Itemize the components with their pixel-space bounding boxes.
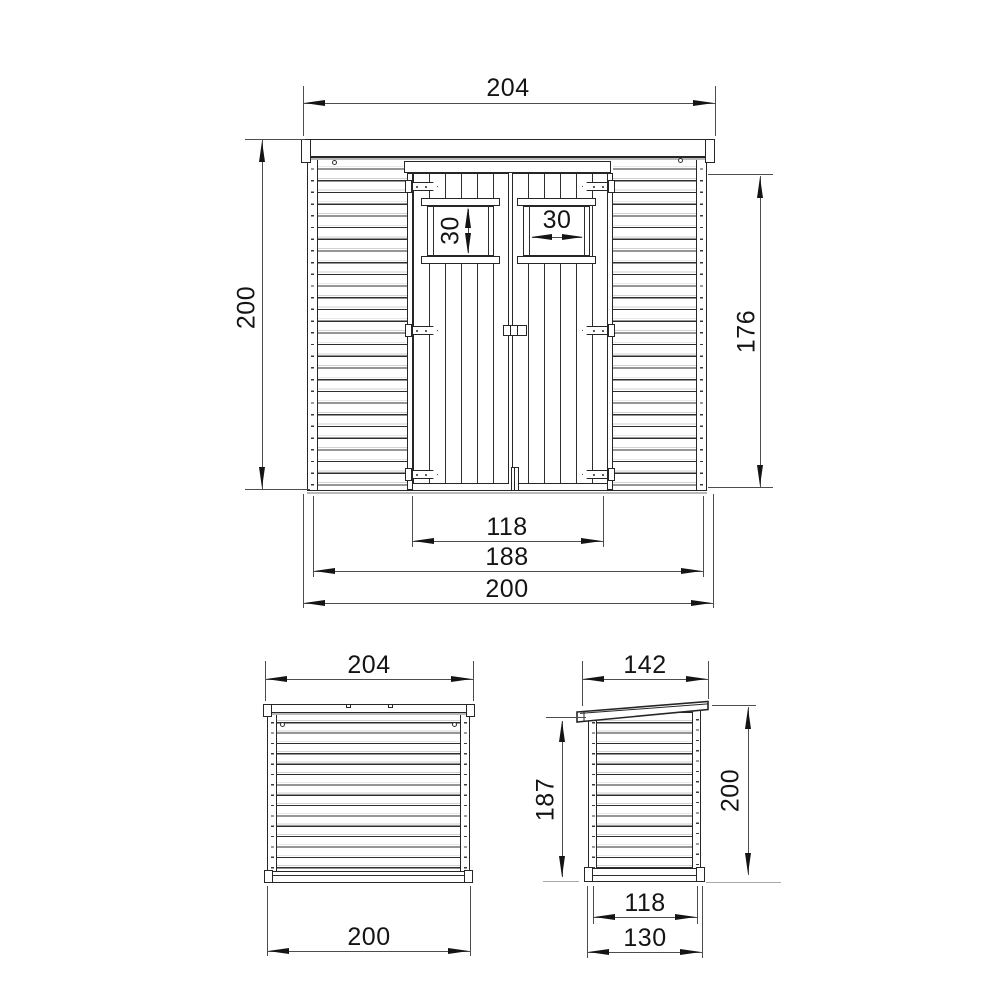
roof-end-cap-right [705,139,715,163]
front-siding-right [613,158,696,489]
hinge-icon [582,324,615,337]
corner-trim-ticks [592,713,595,868]
window-trim-top [517,198,596,206]
dim-label: 176 [732,309,761,354]
dim-label: 200 [232,285,261,330]
side-siding [597,713,692,868]
corner-trim-ticks [464,713,467,870]
dim-label: 200 [716,768,745,813]
base-end-cap [264,870,273,883]
rear-siding [277,713,460,871]
roof-end-cap-right [466,704,475,717]
base-end-cap [464,870,473,883]
dim-label: 30 [542,206,572,234]
corner-trim-ticks [696,710,699,868]
corner-trim-ticks [271,713,274,870]
dim-label: 204 [486,74,530,102]
dim-label: 188 [485,543,529,571]
dim-label: 118 [624,889,666,917]
screw-icon [678,158,683,163]
hinge-icon [405,180,438,193]
base-board-line [268,875,469,876]
roof-shadow [301,158,715,161]
window-jamb [488,206,494,256]
dim-label: 118 [486,513,528,541]
ground-shadow [307,492,707,494]
hinge-icon [582,468,615,481]
hinge-icon [405,468,438,481]
roof-end-cap-left [301,139,311,163]
base-end-cap [584,867,593,882]
corner-trim-ticks [311,158,314,488]
window-jamb [428,206,434,256]
dim-label: 142 [623,651,667,679]
roof-board-seam [388,704,393,708]
dim-label: 200 [485,575,529,603]
screw-icon [452,722,457,727]
screw-icon [332,160,337,165]
dim-label: 187 [531,777,560,822]
drop-bolt-detail [514,468,515,490]
hinge-icon [582,180,615,193]
roof-shadow [263,713,475,715]
hasp-latch-detail [510,325,518,336]
dim-label: 200 [347,923,391,951]
hinge-icon [405,324,438,337]
base-board-line [588,875,701,876]
screw-icon [280,722,285,727]
dim-label: 204 [347,651,391,679]
base-end-cap [696,867,705,882]
dim-label: 30 [436,216,465,245]
roof-end-cap-left [263,704,272,717]
window-trim-bottom [517,256,596,264]
rear-base-board [267,871,470,883]
roof-board-seam [346,704,351,708]
side-roof-sloped [570,695,720,727]
dim-label: 130 [623,924,667,952]
front-roof-fascia [301,139,715,157]
rear-roof-edge [263,704,475,713]
front-siding-left [318,158,407,489]
door-header-board [404,161,611,173]
drop-bolt-icon [511,467,519,491]
corner-trim-ticks [700,158,703,488]
